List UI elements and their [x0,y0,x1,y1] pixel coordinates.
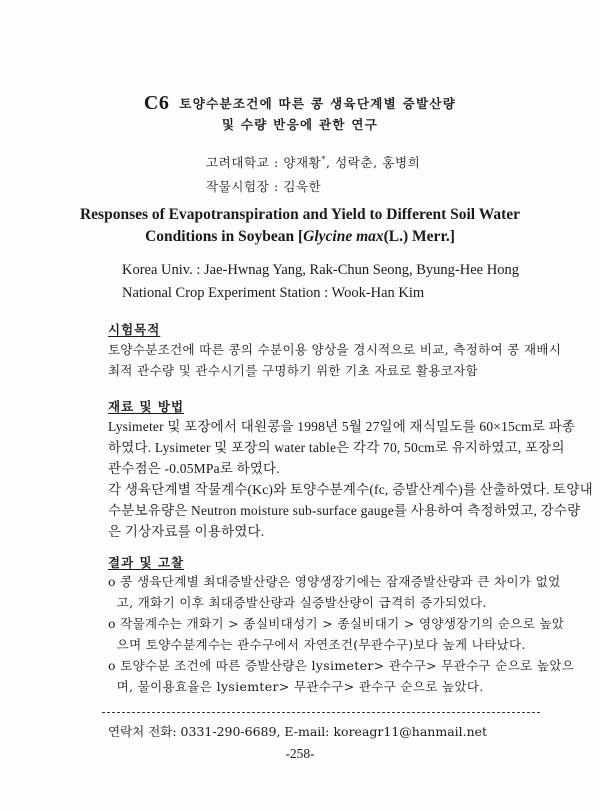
methods-line: 수분보유량은 Neutron moisture sub-surface gauge를 사용하여 측정하였고, 강수량 [108,503,581,518]
title-line-2 [0,114,600,133]
korean-affiliation-1-rest: , 성락춘, 홍병희 [325,155,421,170]
english-title-line-2 [0,228,600,246]
results-line: o 작물계수는 개화기 > 종실비대성기 > 종실비대기 > 영양생장기의 순으로 높았 [108,616,565,631]
page-number: -258- [285,746,315,761]
methods-line: 각 생육단계별 작물계수(Kc)와 토양수분계수(fc, 증발산계수)를 산출하였다. 토양내 [108,482,593,497]
results-heading: 결과 및 고찰 [108,555,185,570]
results-line: 으며 토양수분계수는 관수구에서 자연조건(무관수구)보다 높게 나타났다. [108,637,526,652]
methods-line: 은 기상자료를 이용하였다. [108,524,265,539]
species-name: Glycine max [303,228,384,245]
results-line: 고, 개화기 이후 최대증발산량과 실증발산량이 급격히 증가되었다. [108,595,487,610]
english-title-line-2-pre: Conditions in Soybean [ [145,228,304,245]
korean-affiliation-2: 작물시험장 : 김욱한 [206,179,322,194]
methods-line: 관수점은 -0.05MPa로 하였다. [108,461,280,476]
korean-affiliation-1 [206,153,420,171]
english-title-line-1: Responses of Evapotranspiration and Yield to Different Soil Water [79,206,521,223]
title-line-1 [0,92,600,115]
abstract-code: C6 [143,92,170,114]
results-line: 며, 물이용효율은 lysiemter> 무관수구> 관수구 순으로 높았다. [108,679,484,694]
contact-info: 연락처 전화: 0331-290-6689, E-mail: koreagr11@hanmail.net [108,724,488,739]
methods-line: 하였다. Lysimeter 및 포장의 water table은 각각 70, 50cm로 유지하였고, 포장의 [108,440,565,455]
methods-line: Lysimeter 및 포장에서 대원콩을 1998년 5월 27일에 재식밀도를 60×15cm로 파종 [108,419,576,434]
korean-title-line-1: 토양수분조건에 따른 콩 생육단계별 증발산량 [179,96,457,111]
purpose-line: 최적 관수량 및 관수시기를 구명하기 위한 기초 자료로 활용코자함 [108,363,479,378]
korean-affiliation-1-text: 고려대학교 : 양재황 [206,155,322,170]
english-affiliation-1: Korea Univ. : Jae-Hwnag Yang, Rak-Chun Seong, Byung-Hee Hong [122,262,519,278]
english-title-line-2-post: (L.) Merr.] [383,228,455,245]
purpose-line: 토양수분조건에 따른 콩의 수분이용 양상을 경시적으로 비교, 측정하여 콩 재배시 [108,342,562,357]
results-line: o 콩 생육단계별 최대증발산량은 영양생장기에는 잠재증발산량과 큰 차이가 없었 [108,574,561,589]
korean-title-line-2: 및 수량 반응에 관한 연구 [221,117,379,132]
methods-heading: 재료 및 방법 [108,399,185,414]
footer-divider [102,712,540,713]
purpose-heading: 시험목적 [108,322,161,337]
english-affiliation-2: National Crop Experiment Station : Wook-Han Kim [122,285,425,301]
results-line: o 토양수분 조건에 따른 증발산량은 lysimeter> 관수구> 무관수구 순으로 높았으 [108,658,575,673]
corresponding-mark: * [321,154,326,164]
